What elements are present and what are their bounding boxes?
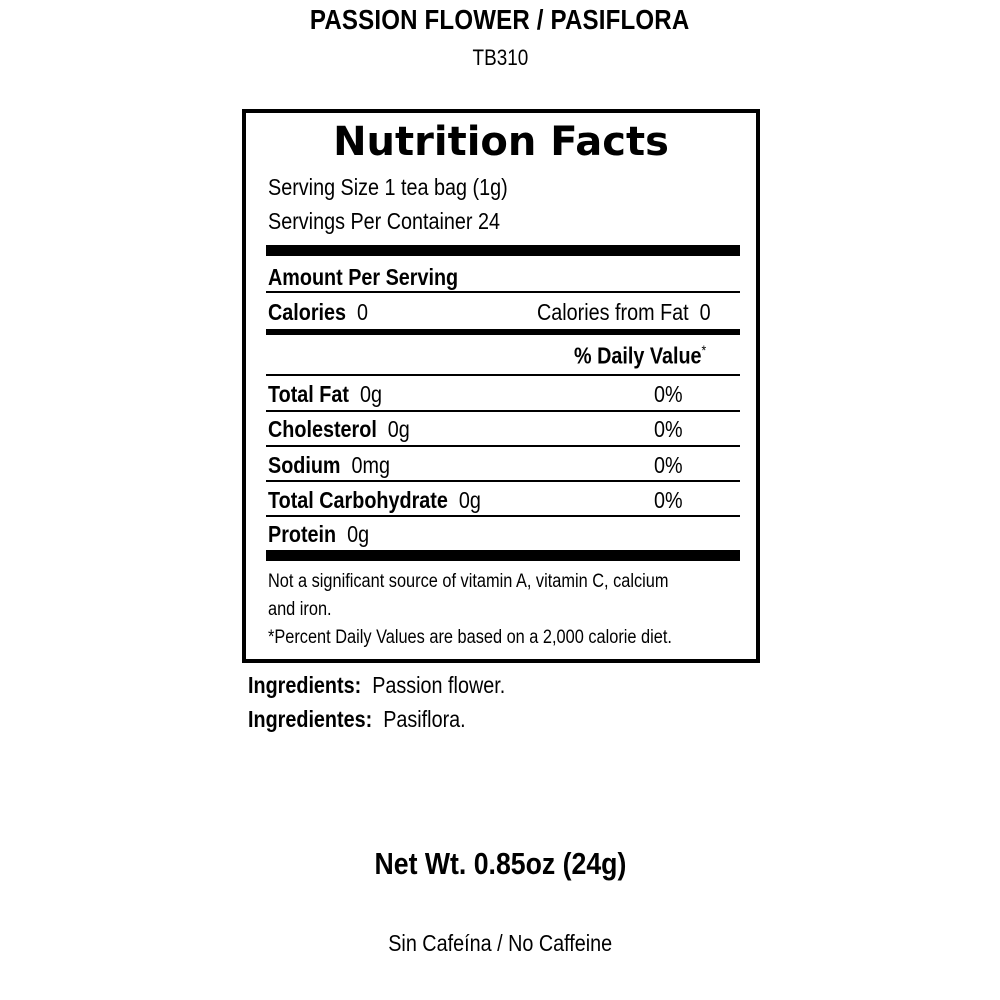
divider-dv <box>266 374 740 376</box>
caffeine-note <box>0 930 1000 957</box>
nutrient-dv-sodium <box>654 452 687 479</box>
net-weight <box>0 846 1000 882</box>
nutrient-dv-text: 0% <box>654 487 683 513</box>
product-code-text: TB310 <box>472 45 528 70</box>
nutrient-dv-total-fat <box>654 381 687 408</box>
calories-value: 0 <box>357 299 369 325</box>
product-title-text: PASSION FLOWER / PASIFLORA <box>310 4 690 35</box>
ingredients-spanish <box>248 706 501 733</box>
calories-fat-label: Calories from Fat <box>537 299 689 325</box>
nutrient-name: Sodium <box>268 452 341 478</box>
nutrient-amount: 0g <box>458 487 481 513</box>
nutrient-row-sodium <box>268 452 410 479</box>
servings-per-container-text: Servings Per Container 24 <box>268 208 500 234</box>
thick-divider-top <box>266 245 740 256</box>
nutrient-name: Protein <box>268 521 337 547</box>
nutrition-facts-panel <box>242 109 760 663</box>
nutrient-amount: 0g <box>387 416 410 442</box>
ingredientes-label: Ingredientes: <box>248 706 373 732</box>
nutrient-dv-text: 0% <box>654 416 683 442</box>
nutrient-dv-total-carbohydrate <box>654 487 687 514</box>
nutrient-row-total-fat <box>268 381 401 408</box>
ingredients-label: Ingredients: <box>248 672 362 698</box>
nutrient-dv-text: 0% <box>654 452 683 478</box>
footnote-text: and iron. <box>268 599 332 620</box>
footnote-vitamins-line1 <box>268 571 734 593</box>
divider-row <box>266 515 740 517</box>
nutrient-amount: 0g <box>347 521 370 547</box>
serving-size <box>268 174 547 201</box>
nutrient-amount: 0g <box>359 381 382 407</box>
serving-size-text: Serving Size 1 tea bag (1g) <box>268 174 508 200</box>
daily-value-label: % Daily Value <box>574 342 702 369</box>
amount-per-serving <box>268 264 489 291</box>
product-title <box>0 4 1000 36</box>
nutrition-facts-title: Nutrition Facts <box>333 119 669 165</box>
divider-amount <box>266 291 740 293</box>
footnote-text: *Percent Daily Values are based on a 2,000 calorie diet. <box>268 627 672 648</box>
ingredients-english <box>248 672 547 699</box>
footnote-vitamins-line2 <box>268 599 342 621</box>
calories-label: Calories <box>268 299 347 325</box>
nutrient-row-total-carbohydrate <box>268 487 516 514</box>
calories-fat-value: 0 <box>699 299 711 325</box>
divider-row <box>266 410 740 412</box>
footnote-text: Not a significant source of vitamin A, vitamin C, calcium <box>268 571 669 592</box>
medium-divider <box>266 329 740 335</box>
calories-row <box>268 299 384 326</box>
nutrient-name: Total Carbohydrate <box>268 487 448 513</box>
caffeine-text: Sin Cafeína / No Caffeine <box>388 930 612 956</box>
ingredientes-value: Pasiflora. <box>383 706 466 732</box>
nutrient-dv-text: 0% <box>654 381 683 407</box>
divider-row <box>266 480 740 482</box>
nutrient-row-cholesterol <box>268 416 433 443</box>
servings-per-container <box>268 208 538 235</box>
amount-per-serving-text: Amount Per Serving <box>268 264 459 290</box>
nutrient-name: Total Fat <box>268 381 349 407</box>
ingredients-value: Passion flower. <box>372 672 506 698</box>
daily-value-asterisk: * <box>701 342 707 358</box>
nutrient-amount: 0mg <box>351 452 391 478</box>
nutrient-row-protein <box>268 521 386 548</box>
nutrient-name: Cholesterol <box>268 416 377 442</box>
product-code <box>0 45 1000 71</box>
nutrient-dv-cholesterol <box>654 416 687 443</box>
thick-divider-bottom <box>266 550 740 561</box>
calories-from-fat <box>537 299 739 326</box>
divider-row <box>266 445 740 447</box>
net-weight-text: Net Wt. 0.85oz (24g) <box>374 846 626 881</box>
footnote-daily-values <box>268 627 738 649</box>
daily-value-header <box>574 342 728 370</box>
